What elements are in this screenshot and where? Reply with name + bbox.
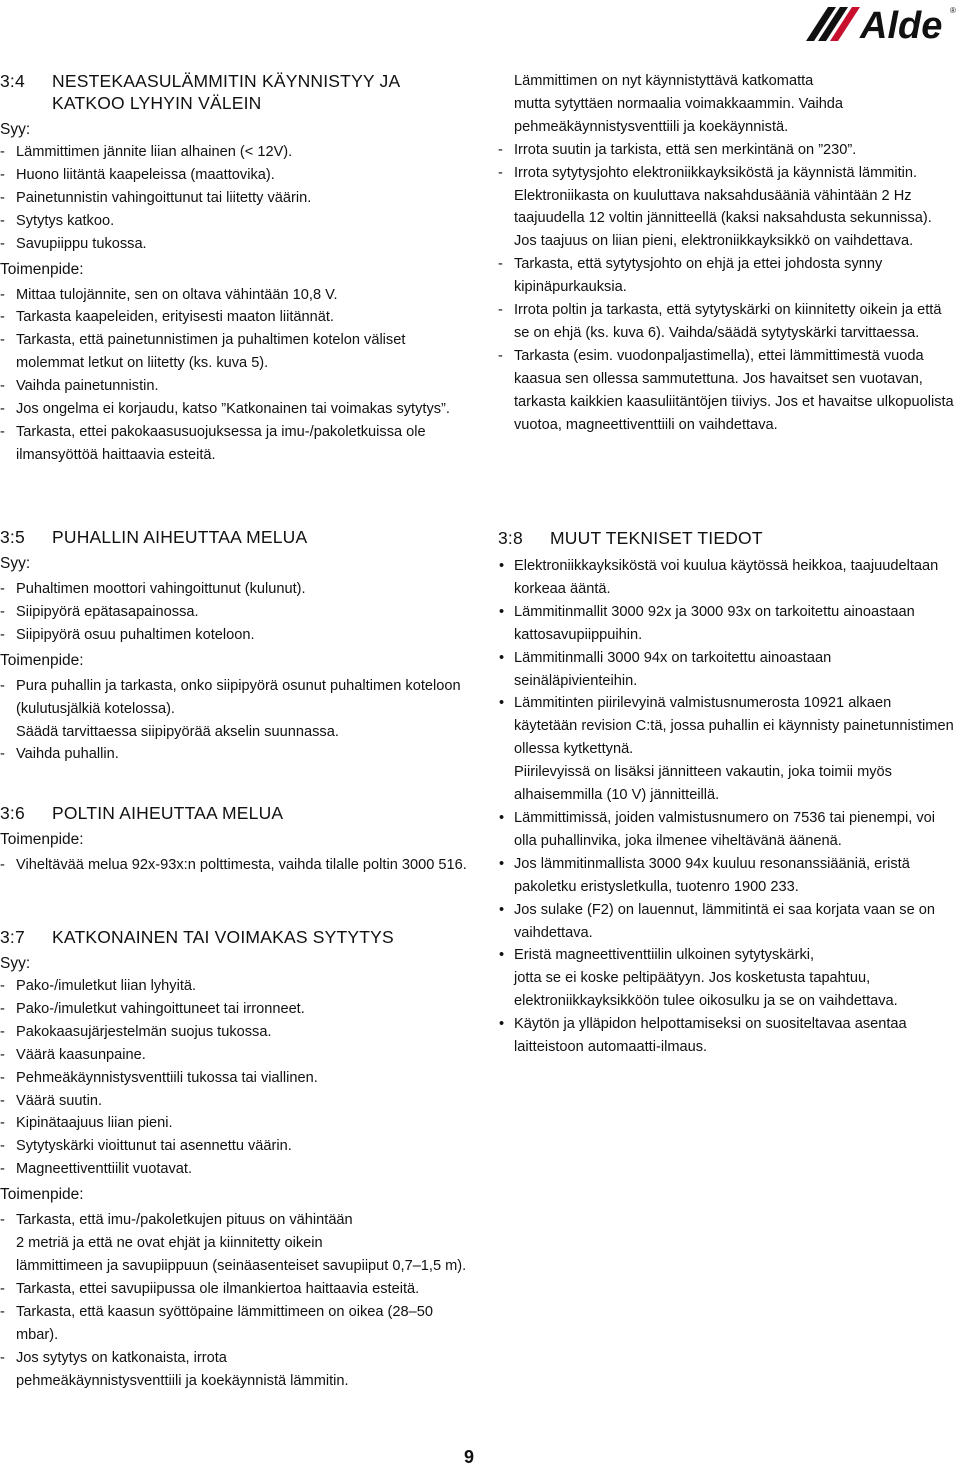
action-item: - Jos ongelma ei korjaudu, katso ”Katkonainen tai voimakas sytytys”.: [0, 398, 468, 421]
continued-paragraph: Lämmittimen on nyt käynnistyttävä katkomatta mutta sytyttäen normaalia voimakkaammin. Vaihda pehmeäkäynnistysventtiili ja koekäynnistä.: [514, 73, 844, 135]
cause-item: - Väärä suutin.: [0, 1090, 468, 1113]
list-item: • Käytön ja ylläpidon helpottamiseksi on suositeltavaa asentaa laitteistoon automaatti-ilmaus.: [498, 1013, 958, 1059]
alde-logo-mark: [804, 4, 958, 42]
cause-item: - Siipipyörä osuu puhaltimen koteloon.: [0, 624, 468, 647]
registered-mark: ®: [950, 6, 956, 15]
list-item: • Lämmitinmalli 3000 94x on tarkoitettu ainoastaan seinäläpivienteihin.: [498, 647, 958, 693]
action-item: - Vaihda puhallin.: [0, 743, 468, 766]
cause-item: - Pako-/imuletkut vahingoittuneet tai irronneet.: [0, 998, 468, 1021]
cause-item: - Pakokaasujärjestelmän suojus tukossa.: [0, 1021, 468, 1044]
action-item: - Irrota suutin ja tarkista, että sen merkintänä on ”230”.: [498, 139, 958, 162]
action-item: - Tarkasta (esim. vuodonpaljastimella), ettei lämmittimestä vuoda kaasua sen ollessa sammutettuna. Jos havaitset sen vuotavan, tarkasta kaikkien kaasuliitäntöjen tiiviys. Jos et havaitse ulkopuolista vuotoa, magneettiventtiili on vaihdettava.: [498, 345, 958, 437]
section-3-5: [0, 526, 468, 766]
section-heading: [0, 70, 468, 114]
cause-item: - Kipinätaajuus liian pieni.: [0, 1112, 468, 1135]
cause-item: - Savupiippu tukossa.: [0, 233, 468, 256]
section-number: 3:4: [0, 71, 25, 91]
section-3-7-continued: [498, 70, 958, 437]
list-item: • Lämmittimissä, joiden valmistusnumero on 7536 tai pienempi, voi olla puhallinvika, joka ilmenee viheltävänä äänenä.: [498, 807, 958, 853]
cause-item: - Lämmittimen jännite liian alhainen (< 12V).: [0, 141, 468, 164]
action-label: Toimenpide:: [0, 1186, 84, 1204]
action-item: - Tarkasta kaapeleiden, erityisesti maaton liitännät.: [0, 306, 468, 329]
cause-item: - Pehmeäkäynnistysventtiili tukossa tai viallinen.: [0, 1067, 468, 1090]
section-3-4: [0, 70, 468, 467]
action-label: Toimenpide:: [0, 831, 84, 848]
cause-label: Syy:: [0, 955, 31, 972]
list-item: • Jos sulake (F2) on lauennut, lämmitintä ei saa korjata vaan se on vaihdettava.: [498, 899, 958, 945]
action-label: Toimenpide:: [0, 260, 84, 278]
section-number: 3:5: [0, 527, 25, 547]
list-item: • Jos lämmitinmallista 3000 94x kuuluu resonanssiääniä, eristä pakoletku eristysletkulla, tuotenro 1900 233.: [498, 853, 958, 899]
section-heading: [0, 926, 468, 948]
section-title: NESTEKAASULÄMMITIN KÄYNNISTYY JA KATKOO LYHYIN VÄLEIN: [52, 71, 400, 113]
section-heading: [0, 802, 468, 824]
cause-item: - Sytytyskärki vioittunut tai asennettu väärin.: [0, 1135, 468, 1158]
section-title: PUHALLIN AIHEUTTAA MELUA: [52, 527, 308, 547]
list-item: • Lämmitinmallit 3000 92x ja 3000 93x on tarkoitettu ainoastaan kattosavupiippuihin.: [498, 601, 958, 647]
action-item: - Mittaa tulojännite, sen on oltava vähintään 10,8 V.: [0, 284, 468, 307]
section-heading: [0, 526, 468, 548]
cause-label: Syy:: [0, 555, 31, 572]
action-item: - Tarkasta, että sytytysjohto on ehjä ja ettei johdosta synny kipinäpurkauksia.: [498, 253, 958, 299]
action-label: Toimenpide:: [0, 651, 84, 669]
action-item: - Vaihda painetunnistin.: [0, 375, 468, 398]
section-title: POLTIN AIHEUTTAA MELUA: [52, 803, 284, 823]
section-3-8: [498, 527, 958, 1059]
cause-item: - Siipipyörä epätasapainossa.: [0, 601, 468, 624]
list-item: • Lämmitinten piirilevyinä valmistusnumerosta 10921 alkaen käytetään revision C:tä, jossa puhallin ei käynnisty painetunnistimen ollessa kytkettynä. Piirilevyissä on lisäksi jännitteen vakautin, joka toimii myös alhaisemmilla (10 V) jännitteillä.: [498, 692, 958, 807]
action-item: - Tarkasta, ettei pakokaasusuojuksessa ja imu-/pakoletkuissa ole ilmansyöttöä haittaavia esteitä.: [0, 421, 468, 467]
page-number: 9: [464, 1447, 475, 1467]
list-item: • Eristä magneettiventtiilin ulkoinen sytytyskärki, jotta se ei koske peltipäätyyn. Jos kosketusta tapahtuu, elektroniikkayksikköön tulee oikosulku ja se on vaihdettava.: [498, 944, 958, 1013]
action-item: - Tarkasta, että painetunnistimen ja puhaltimen kotelon väliset molemmat letkut on liitetty (ks. kuva 5).: [0, 329, 468, 375]
cause-item: - Painetunnistin vahingoittunut tai liitetty väärin.: [0, 187, 468, 210]
cause-item: - Sytytys katkoo.: [0, 210, 468, 233]
cause-label: Syy:: [0, 121, 31, 138]
section-number: 3:7: [0, 927, 25, 947]
action-item: - Tarkasta, että kaasun syöttöpaine lämmittimeen on oikea (28–50 mbar).: [0, 1301, 468, 1347]
section-3-7: [0, 926, 468, 1392]
action-item: - Tarkasta, että imu-/pakoletkujen pituus on vähintään 2 metriä ja että ne ovat ehjät ja kiinnitetty oikein lämmittimeen ja savupiippuun (seinäasenteiset savupiiput 0,7–1,5 m).: [0, 1209, 468, 1278]
action-item: - Jos sytytys on katkonaista, irrota pehmeäkäynnistysventtiili ja koekäynnistä lämmitin.: [0, 1347, 468, 1393]
section-number: 3:8: [498, 528, 523, 548]
action-item: - Irrota poltin ja tarkasta, että sytytyskärki on kiinnitetty oikein ja että se on ehjä (ks. kuva 6). Vaihda/säädä sytytyskärki tarvittaessa.: [498, 299, 958, 345]
section-3-6: [0, 802, 468, 877]
section-number: 3:6: [0, 803, 25, 823]
list-item: • Elektroniikkayksiköstä voi kuulua käytössä heikkoa, taajuudeltaan korkeaa ääntä.: [498, 555, 958, 601]
section-title: KATKONAINEN TAI VOIMAKAS SYTYTYS: [52, 927, 394, 947]
cause-item: - Pako-/imuletkut liian lyhyitä.: [0, 975, 468, 998]
alde-logo: [804, 4, 958, 42]
cause-item: - Puhaltimen moottori vahingoittunut (kulunut).: [0, 578, 468, 601]
section-title: MUUT TEKNISET TIEDOT: [550, 528, 763, 548]
section-heading: [498, 527, 958, 549]
action-item: - Pura puhallin ja tarkasta, onko siipipyörä osunut puhaltimen koteloon (kulutusjälkiä kotelossa). Säädä tarvittaessa siipipyörää akselin suunnassa.: [0, 675, 468, 744]
action-item: - Viheltävää melua 92x-93x:n polttimesta, vaihda tilalle poltin 3000 516.: [0, 854, 468, 877]
action-item: - Irrota sytytysjohto elektroniikkayksiköstä ja käynnistä lämmitin. Elektroniikasta on kuuluttava naksahdusääniä vähintään 2 Hz taajuudella 12 voltin jännitteellä (kaksi naksahdusta sekunnissa). Jos taajuus on liian pieni, elektroniikkayksikkö on vaihdettava.: [498, 162, 958, 254]
cause-item: - Väärä kaasunpaine.: [0, 1044, 468, 1067]
cause-item: - Huono liitäntä kaapeleissa (maattovika).: [0, 164, 468, 187]
cause-item: - Magneettiventtiilit vuotavat.: [0, 1158, 468, 1181]
alde-logo-text: Alde: [860, 5, 943, 42]
action-item: - Tarkasta, ettei savupiipussa ole ilmankiertoa haittaavia esteitä.: [0, 1278, 468, 1301]
